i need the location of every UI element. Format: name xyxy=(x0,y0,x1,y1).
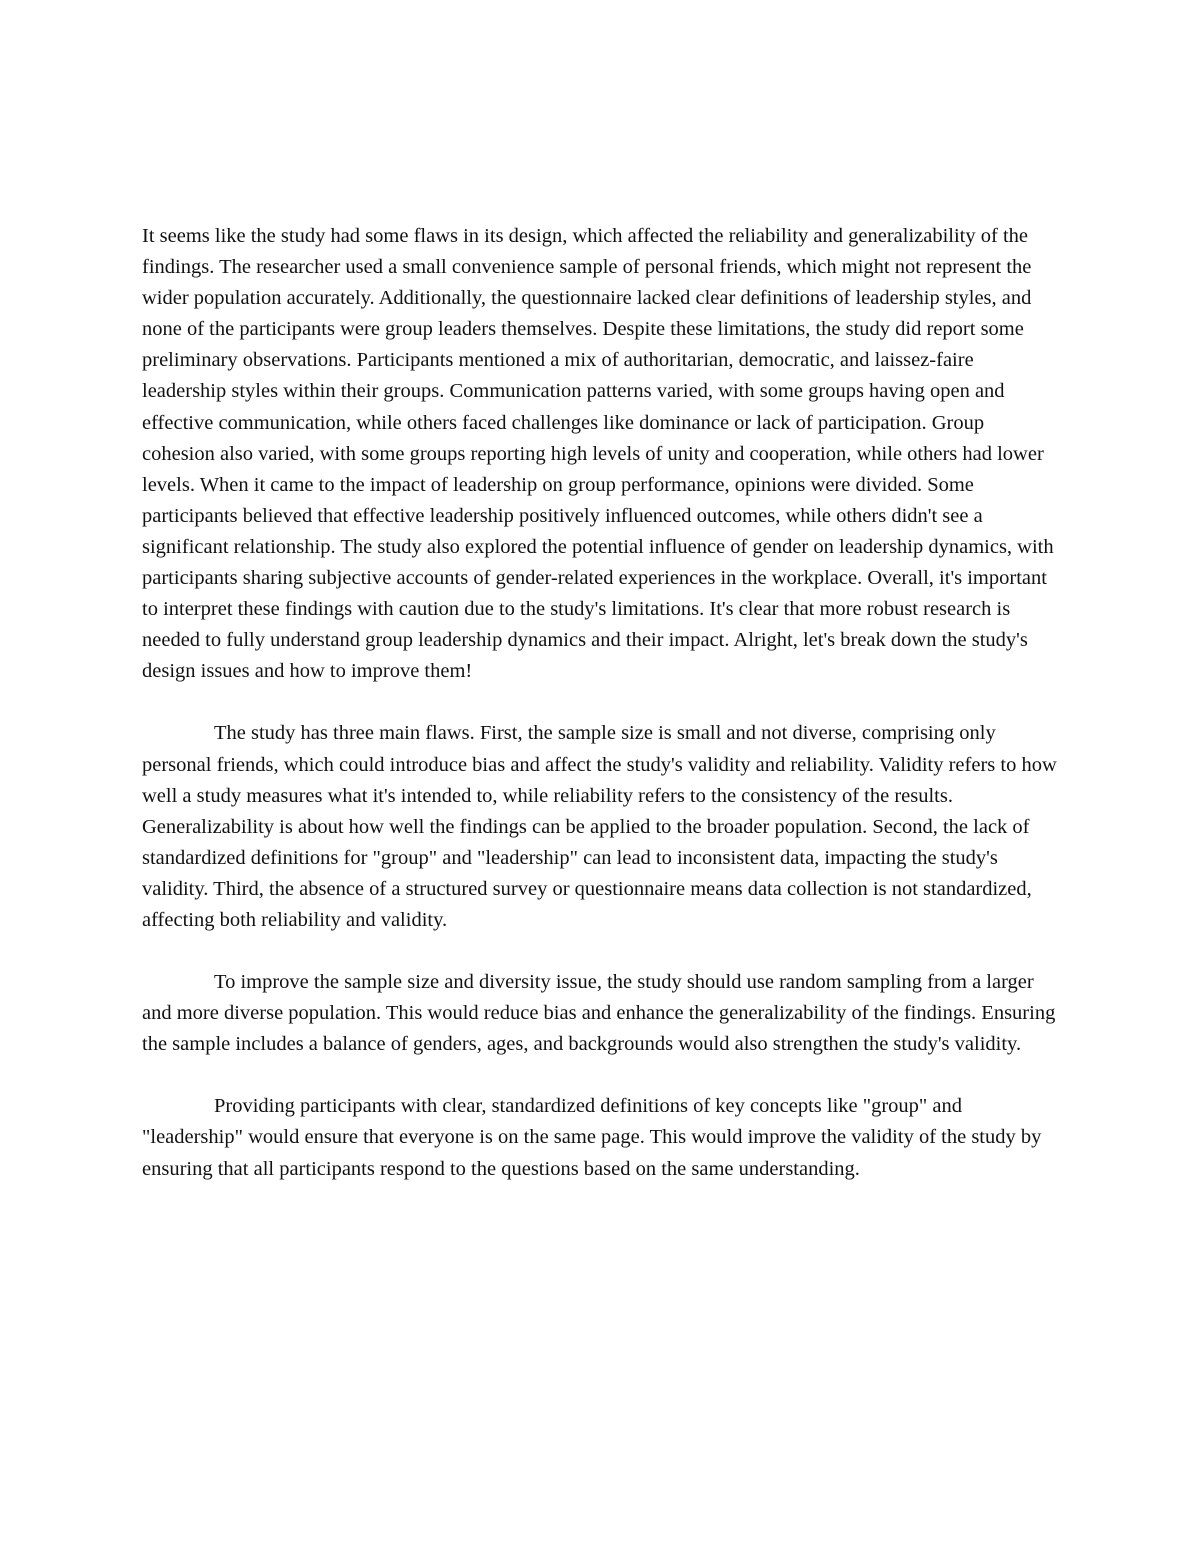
paragraph-study-flaws-summary: It seems like the study had some flaws in its design, which affected the reliability and generalizability of the findings. The researcher used a small convenience sample of personal friends, which might not represent the wider population accurately. Additionally, the questionnaire lacked clear definitions of leadership styles, and none of the participants were group leaders themselves. Despite these limitations, the study did report some preliminary observations. Participants mentioned a mix of authoritarian, democratic, and laissez-faire leadership styles within their groups. Communication patterns varied, with some groups having open and effective communication, while others faced challenges like dominance or lack of participation. Group cohesion also varied, with some groups reporting high levels of unity and cooperation, while others had lower levels. When it came to the impact of leadership on group performance, opinions were divided. Some participants believed that effective leadership positively influenced outcomes, while others didn't see a significant relationship. The study also explored the potential influence of gender on leadership dynamics, with participants sharing subjective accounts of gender-related experiences in the workplace. Overall, it's important to interpret these findings with caution due to the study's limitations. It's clear that more robust research is needed to fully understand group leadership dynamics and their impact. Alright, let's break down the study's design issues and how to improve them! xyxy=(142,225,1054,683)
paragraph-definitions-improvement: Providing participants with clear, standardized definitions of key concepts like "group" and "leadership" would ensure that everyone is on the same page. This would improve the validity of the study by ensuring that all participants respond to the questions based on the same understanding. xyxy=(142,1095,1042,1180)
paragraph-three-main-flaws: The study has three main flaws. First, the sample size is small and not diverse, comprising only personal friends, which could introduce bias and affect the study's validity and reliability. Validity refers to how well a study measures what it's intended to, while reliability refers to the consistency of the results. Generalizability is about how well the findings can be applied to the broader population. Second, the lack of standardized definitions for "group" and "leadership" can lead to inconsistent data, impacting the study's validity. Third, the absence of a structured survey or questionnaire means data collection is not standardized, affecting both reliability and validity. xyxy=(142,722,1057,931)
document-body xyxy=(142,221,1057,1216)
paragraph-sample-improvement: To improve the sample size and diversity issue, the study should use random sampling from a larger and more diverse population. This would reduce bias and enhance the generalizability of the findings. Ensuring the sample includes a balance of genders, ages, and backgrounds would also strengthen the study's validity. xyxy=(142,971,1056,1056)
